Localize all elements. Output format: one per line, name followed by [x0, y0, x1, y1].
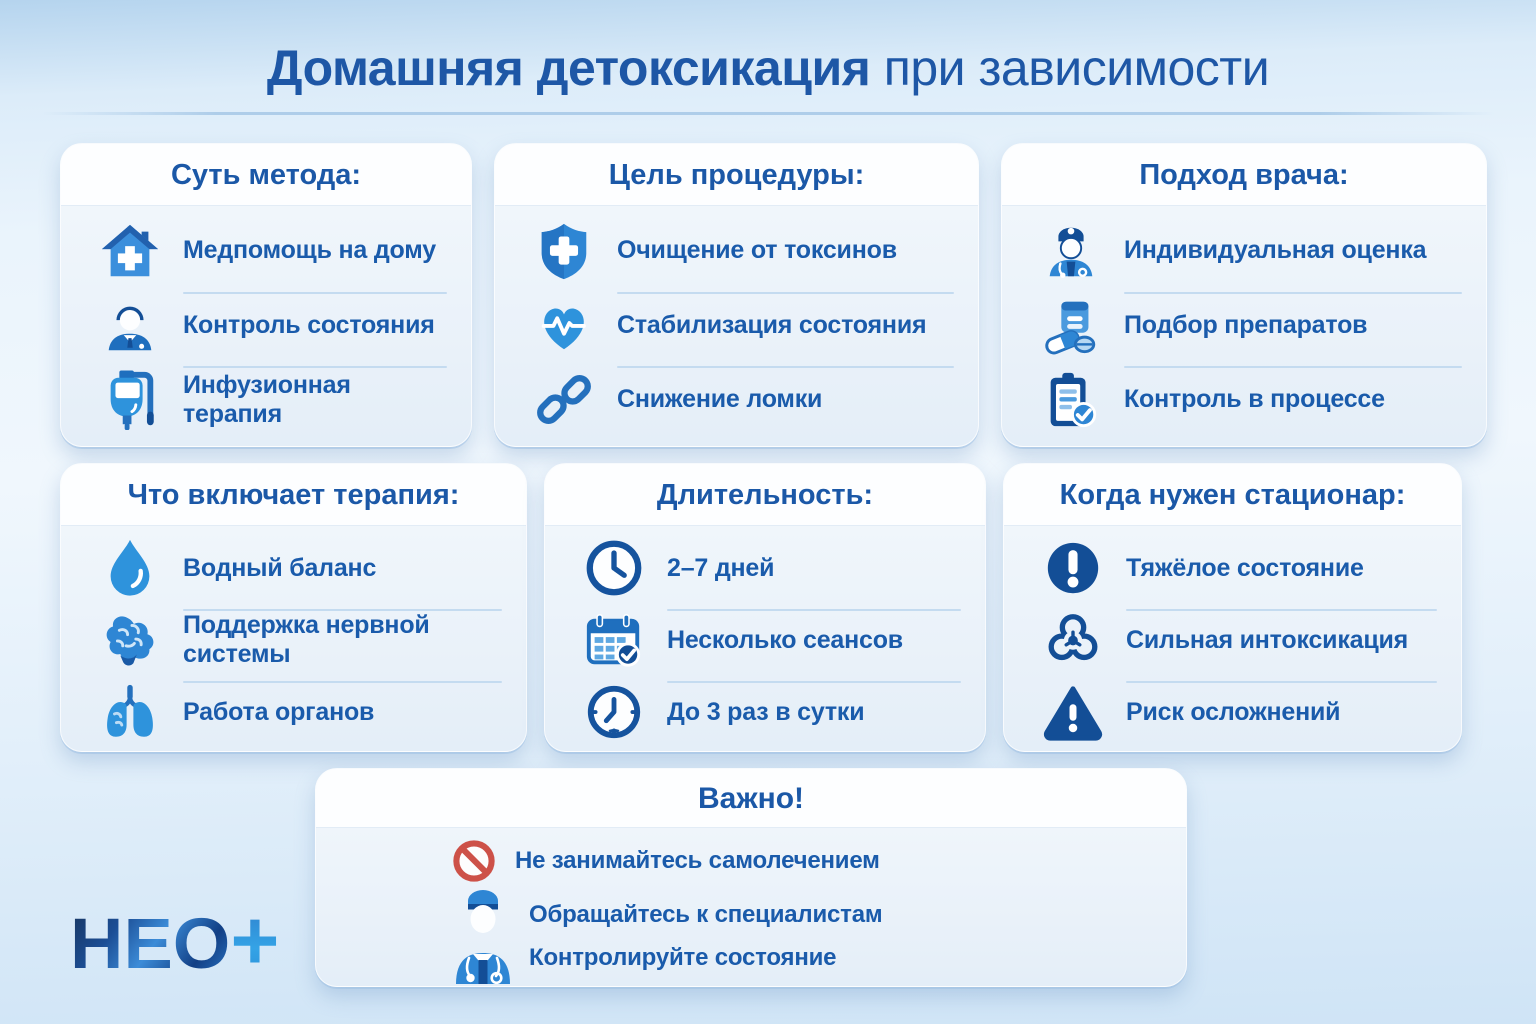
chain-link-icon [533, 369, 595, 431]
list-item [1040, 215, 1464, 287]
list-item [99, 676, 504, 748]
list-item [99, 289, 449, 361]
warning-triangle-icon [1042, 681, 1104, 743]
cards-row-1 [60, 143, 1487, 447]
list-item [451, 836, 1051, 886]
list-item [1040, 289, 1464, 361]
item-label: Контроль в процессе [1124, 385, 1385, 413]
card-title: Суть метода: [61, 144, 471, 206]
doctor-icon [99, 294, 161, 356]
card-title: Важно! [316, 769, 1186, 828]
card-body [545, 526, 985, 752]
alarm-clock-icon [583, 681, 645, 743]
doctor-cap-icon [1040, 220, 1102, 282]
item-label: Не занимайтесь самолечением [515, 847, 880, 874]
item-label: Поддержка нервной системы [183, 611, 430, 668]
card-title: Что включает терапия: [61, 464, 526, 526]
item-label: Работа органов [183, 697, 375, 726]
list-item [99, 604, 504, 676]
clipboard-check-icon [1040, 369, 1102, 431]
cards-row-2 [60, 463, 1462, 752]
heart-pulse-icon [533, 294, 595, 356]
card-body [61, 526, 526, 752]
no-entry-icon [451, 838, 497, 884]
logo-plus-icon: + [230, 893, 280, 987]
card-doctor-approach [1001, 143, 1487, 447]
list-item [583, 532, 963, 604]
item-label: Очищение от токсинов [617, 236, 897, 264]
card-body [61, 206, 471, 446]
item-label: Инфузионная терапия [183, 370, 351, 428]
logo-text: НЕО [70, 903, 231, 984]
card-duration [544, 463, 986, 752]
card-procedure-goal [494, 143, 979, 447]
list-item [533, 289, 956, 361]
item-label: Контроль состояния [183, 310, 435, 339]
list-item [99, 364, 449, 436]
list-item-group [451, 888, 1051, 984]
item-label: Сильная интоксикация [1126, 625, 1409, 654]
list-item [99, 532, 504, 604]
card-body [495, 206, 978, 446]
item-label: Риск осложнений [1126, 697, 1341, 726]
list-item [583, 676, 963, 748]
card-hospital-needed [1003, 463, 1462, 752]
item-label: До 3 раз в сутки [667, 697, 865, 726]
card-body [1002, 206, 1486, 446]
list-item [583, 604, 963, 676]
title-divider [42, 112, 1494, 115]
page-header [0, 40, 1536, 115]
card-title: Когда нужен стационар: [1004, 464, 1461, 526]
card-body [1004, 526, 1461, 752]
important-items [451, 836, 1051, 984]
house-medical-icon [99, 220, 161, 282]
list-item [533, 215, 956, 287]
exclamation-circle-icon [1042, 537, 1104, 599]
list-item [99, 215, 449, 287]
pills-icon [1040, 294, 1102, 356]
card-title: Длительность: [545, 464, 985, 526]
card-therapy-includes [60, 463, 527, 752]
item-label: Снижение ломки [617, 385, 823, 413]
list-item [533, 364, 956, 436]
clock-icon [583, 537, 645, 599]
brain-icon [99, 609, 161, 671]
important-duo-labels [529, 901, 882, 972]
card-method-essence [60, 143, 472, 447]
item-label: Водный баланс [183, 553, 377, 582]
water-drop-icon [99, 537, 161, 599]
card-important [315, 768, 1187, 987]
item-label: 2–7 дней [667, 553, 775, 582]
list-item [1042, 676, 1439, 748]
surgeon-icon [451, 888, 515, 984]
iv-drip-icon [99, 369, 161, 431]
list-item [1042, 532, 1439, 604]
card-title: Подход врача: [1002, 144, 1486, 206]
shield-cross-icon [533, 220, 595, 282]
lungs-icon [99, 681, 161, 743]
item-label: Несколько сеансов [667, 625, 903, 654]
calendar-check-icon [583, 609, 645, 671]
list-item [1042, 604, 1439, 676]
item-label: Тяжёлое состояние [1126, 553, 1364, 582]
neo-plus-logo [70, 893, 280, 987]
page-title [0, 40, 1536, 98]
item-label: Контролируйте состояние [529, 943, 837, 971]
card-title: Цель процедуры: [495, 144, 978, 206]
biohazard-icon [1042, 609, 1104, 671]
item-label: Подбор препаратов [1124, 310, 1368, 339]
item-label: Обращайтесь к специалистам [529, 900, 883, 928]
item-label: Стабилизация состояния [617, 310, 927, 339]
page-title-regular: при зависимости [883, 40, 1270, 96]
list-item [1040, 364, 1464, 436]
item-label: Медпомощь на дому [183, 236, 436, 264]
item-label: Индивидуальная оценка [1124, 236, 1427, 264]
page-title-bold: Домашняя детоксикация [266, 40, 871, 96]
card-body [316, 828, 1186, 987]
